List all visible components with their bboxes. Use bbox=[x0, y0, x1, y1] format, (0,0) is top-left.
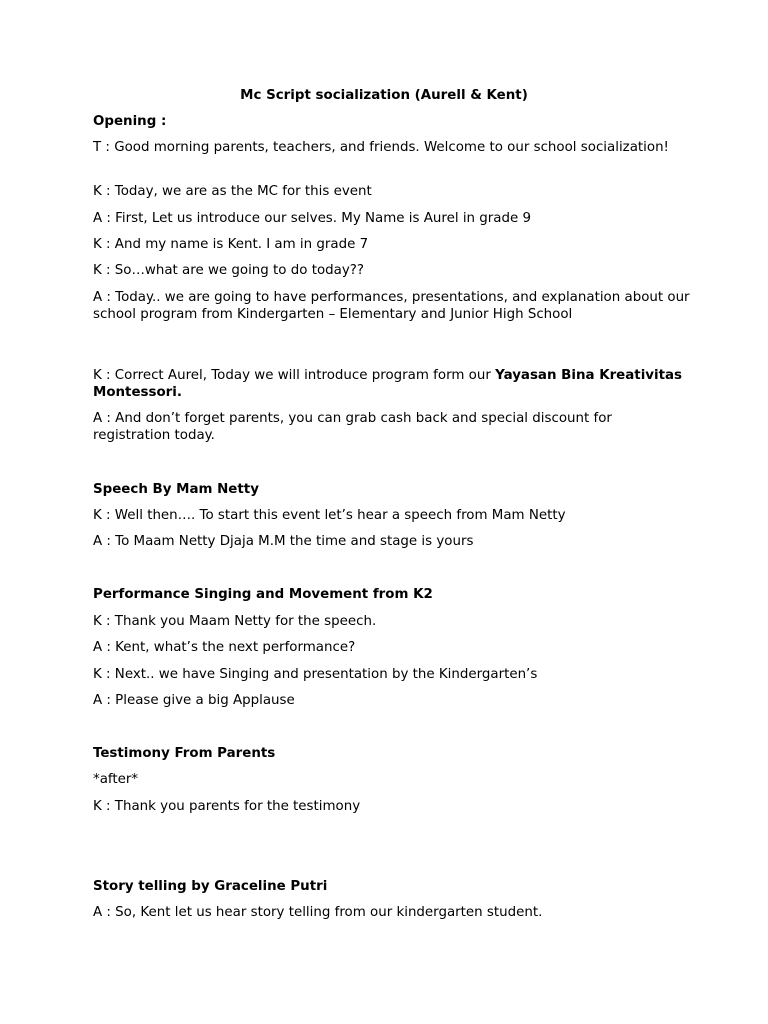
section-heading-opening: Opening : bbox=[93, 114, 167, 129]
script-line: A : So, Kent let us hear story telling from our kindergarten student. bbox=[93, 905, 543, 920]
script-line: A : Please give a big Applause bbox=[93, 693, 295, 708]
script-line bbox=[93, 367, 693, 401]
script-line: A : To Maam Netty Djaja M.M the time and stage is yours bbox=[93, 534, 474, 549]
section-heading-speech: Speech By Mam Netty bbox=[93, 482, 259, 497]
script-line: A : First, Let us introduce our selves. My Name is Aurel in grade 9 bbox=[93, 211, 532, 226]
script-line: K : Thank you parents for the testimony bbox=[93, 799, 361, 814]
script-line: T : Good morning parents, teachers, and friends. Welcome to our school socialization! bbox=[93, 140, 669, 155]
foundation-name: Yayasan Bina Kreativitas Montessori. bbox=[93, 368, 683, 400]
section-heading-testimony: Testimony From Parents bbox=[93, 746, 276, 761]
page-title: Mc Script socialization (Aurell & Kent) bbox=[240, 88, 528, 103]
script-line: K : And my name is Kent. I am in grade 7 bbox=[93, 237, 369, 252]
script-line: K : Thank you Maam Netty for the speech. bbox=[93, 614, 377, 629]
section-heading-story: Story telling by Graceline Putri bbox=[93, 879, 328, 894]
script-line: K : So…what are we going to do today?? bbox=[93, 263, 364, 278]
script-line: *after* bbox=[93, 772, 139, 787]
script-line: A : Today.. we are going to have performances, presentations, and explanation about our school program from Kindergarten – Elementary and Junior High School bbox=[93, 290, 690, 322]
script-line: K : Today, we are as the MC for this event bbox=[93, 184, 372, 199]
script-line: K : Well then…. To start this event let’s hear a speech from Mam Netty bbox=[93, 508, 566, 523]
script-line: A : Kent, what’s the next performance? bbox=[93, 640, 356, 655]
script-line: A : And don’t forget parents, you can grab cash back and special discount for registration today. bbox=[93, 411, 612, 443]
section-heading-performance: Performance Singing and Movement from K2 bbox=[93, 587, 433, 602]
script-line-text: K : Correct Aurel, Today we will introduce program form our bbox=[93, 368, 496, 383]
script-line: K : Next.. we have Singing and presentation by the Kindergarten’s bbox=[93, 667, 538, 682]
